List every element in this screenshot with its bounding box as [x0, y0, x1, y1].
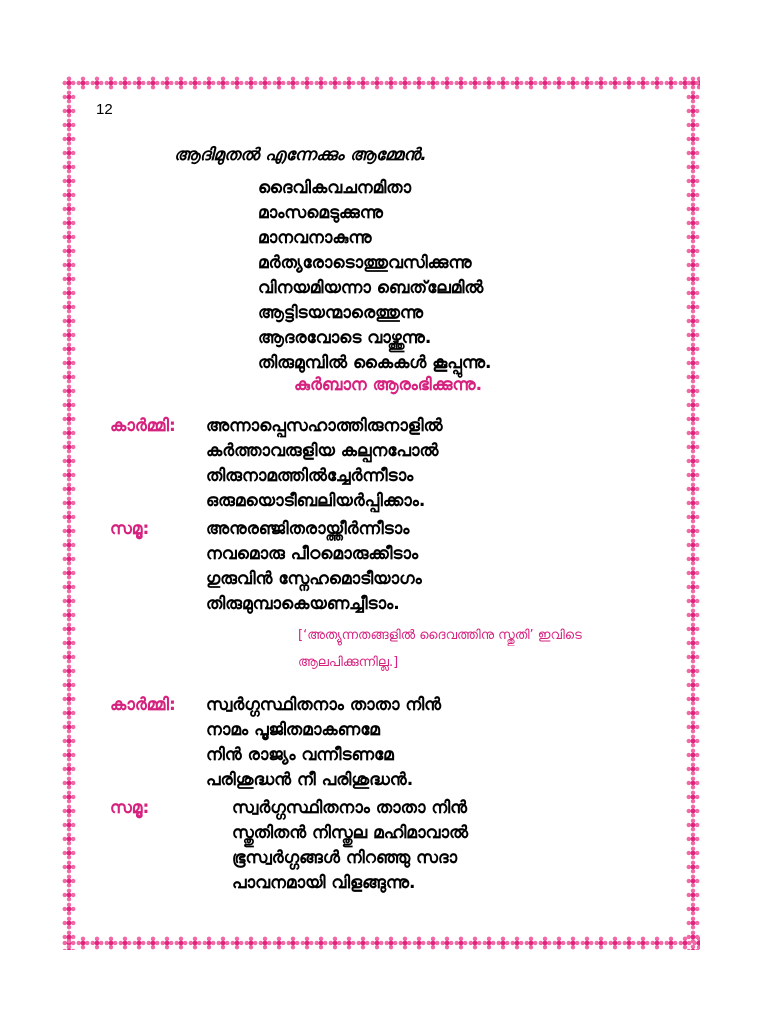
stanza-line: ഭൂസ്വർഗ്ഗങ്ങൾ നിറഞ്ഞു സദാ	[232, 848, 458, 868]
stanza-line: അന്നാപ്പെസഹാത്തിരുനാളിൽ	[206, 416, 443, 436]
stanza-line: നവമൊരു പീഠമൊരുക്കീടാം	[206, 544, 419, 564]
verse-line: വിനയമിയന്നാ ബെത്‌ലേമിൽ	[258, 278, 484, 298]
stanza-line: ഒരുമയൊടീബലിയർപ്പിക്കാം.	[206, 491, 426, 511]
section-heading: കുർബാന ആരംഭിക്കുന്നു.	[294, 375, 483, 395]
verse-line: ആദരവോടെ വാഴ്ത്തുന്നു.	[258, 328, 432, 348]
page-number: 12	[96, 101, 113, 118]
border-bottom	[62, 936, 700, 950]
verse-line: ദൈവികവചനമിതാ	[258, 178, 412, 198]
stanza-line: നാമം പൂജിതമാകണമേ	[206, 720, 380, 740]
stanza-line: തിരുമുമ്പാകെയണച്ചീടാം.	[206, 594, 400, 614]
stanza-line: പാവനമായി വിളങ്ങുന്നു.	[232, 873, 416, 893]
speaker-label: കാർമ്മി:	[110, 695, 176, 715]
stanza-line: സ്വർഗ്ഗസ്ഥിതനാം താതാ നിൻ	[206, 695, 442, 715]
stanza-line: പരിശുദ്ധൻ നീ പരിശുദ്ധൻ.	[206, 770, 414, 790]
verse-line: മാനവനാകുന്നു	[258, 228, 372, 248]
stanza-line: സ്തുതിതൻ നിസ്തുല മഹിമാവാൽ	[232, 823, 469, 843]
stanza-line: നിൻ രാജ്യം വന്നീടണമേ	[206, 745, 394, 765]
hymn-title: ആദിമുതൽ എന്നേക്കും ആമ്മേൻ.	[174, 145, 427, 165]
speaker-label: കാർമ്മി:	[110, 416, 176, 436]
stanza-line: അനുരഞ്ജിതരായ്ത്തീർന്നീടാം	[206, 519, 410, 539]
stanza-line: തിരുനാമത്തിൽച്ചേർന്നീടാം	[206, 466, 414, 486]
border-top	[62, 76, 700, 90]
border-right	[686, 76, 700, 950]
border-left	[62, 76, 76, 950]
stanza-line: സ്വർഗ്ഗസ്ഥിതനാം താതാ നിൻ	[232, 798, 468, 818]
speaker-label: സമൂ:	[110, 519, 150, 539]
rubric-note: [‘അത്യുന്നതങ്ങളിൽ ദൈവത്തിനു സ്തുതി’ ഇവിടെ ആലപിക്കുന്നില്ല.]	[298, 628, 582, 670]
verse-line: മാംസമെടുക്കുന്നു	[258, 203, 383, 223]
verse-line: തിരുമുമ്പിൽ കൈകൾ കൂപ്പുന്നു.	[258, 353, 492, 373]
speaker-label: സമൂ:	[110, 798, 150, 818]
stanza-line: കർത്താവരുളിയ കല്പനപോൽ	[206, 441, 439, 461]
verse-line: ആട്ടിടയന്മാരെത്തുന്നു	[258, 303, 424, 323]
verse-line: മർത്യരോടൊത്തുവസിക്കുന്നു	[258, 253, 472, 273]
stanza-line: ഗുരുവിൻ സ്നേഹമൊടീയാഗം	[206, 569, 422, 589]
